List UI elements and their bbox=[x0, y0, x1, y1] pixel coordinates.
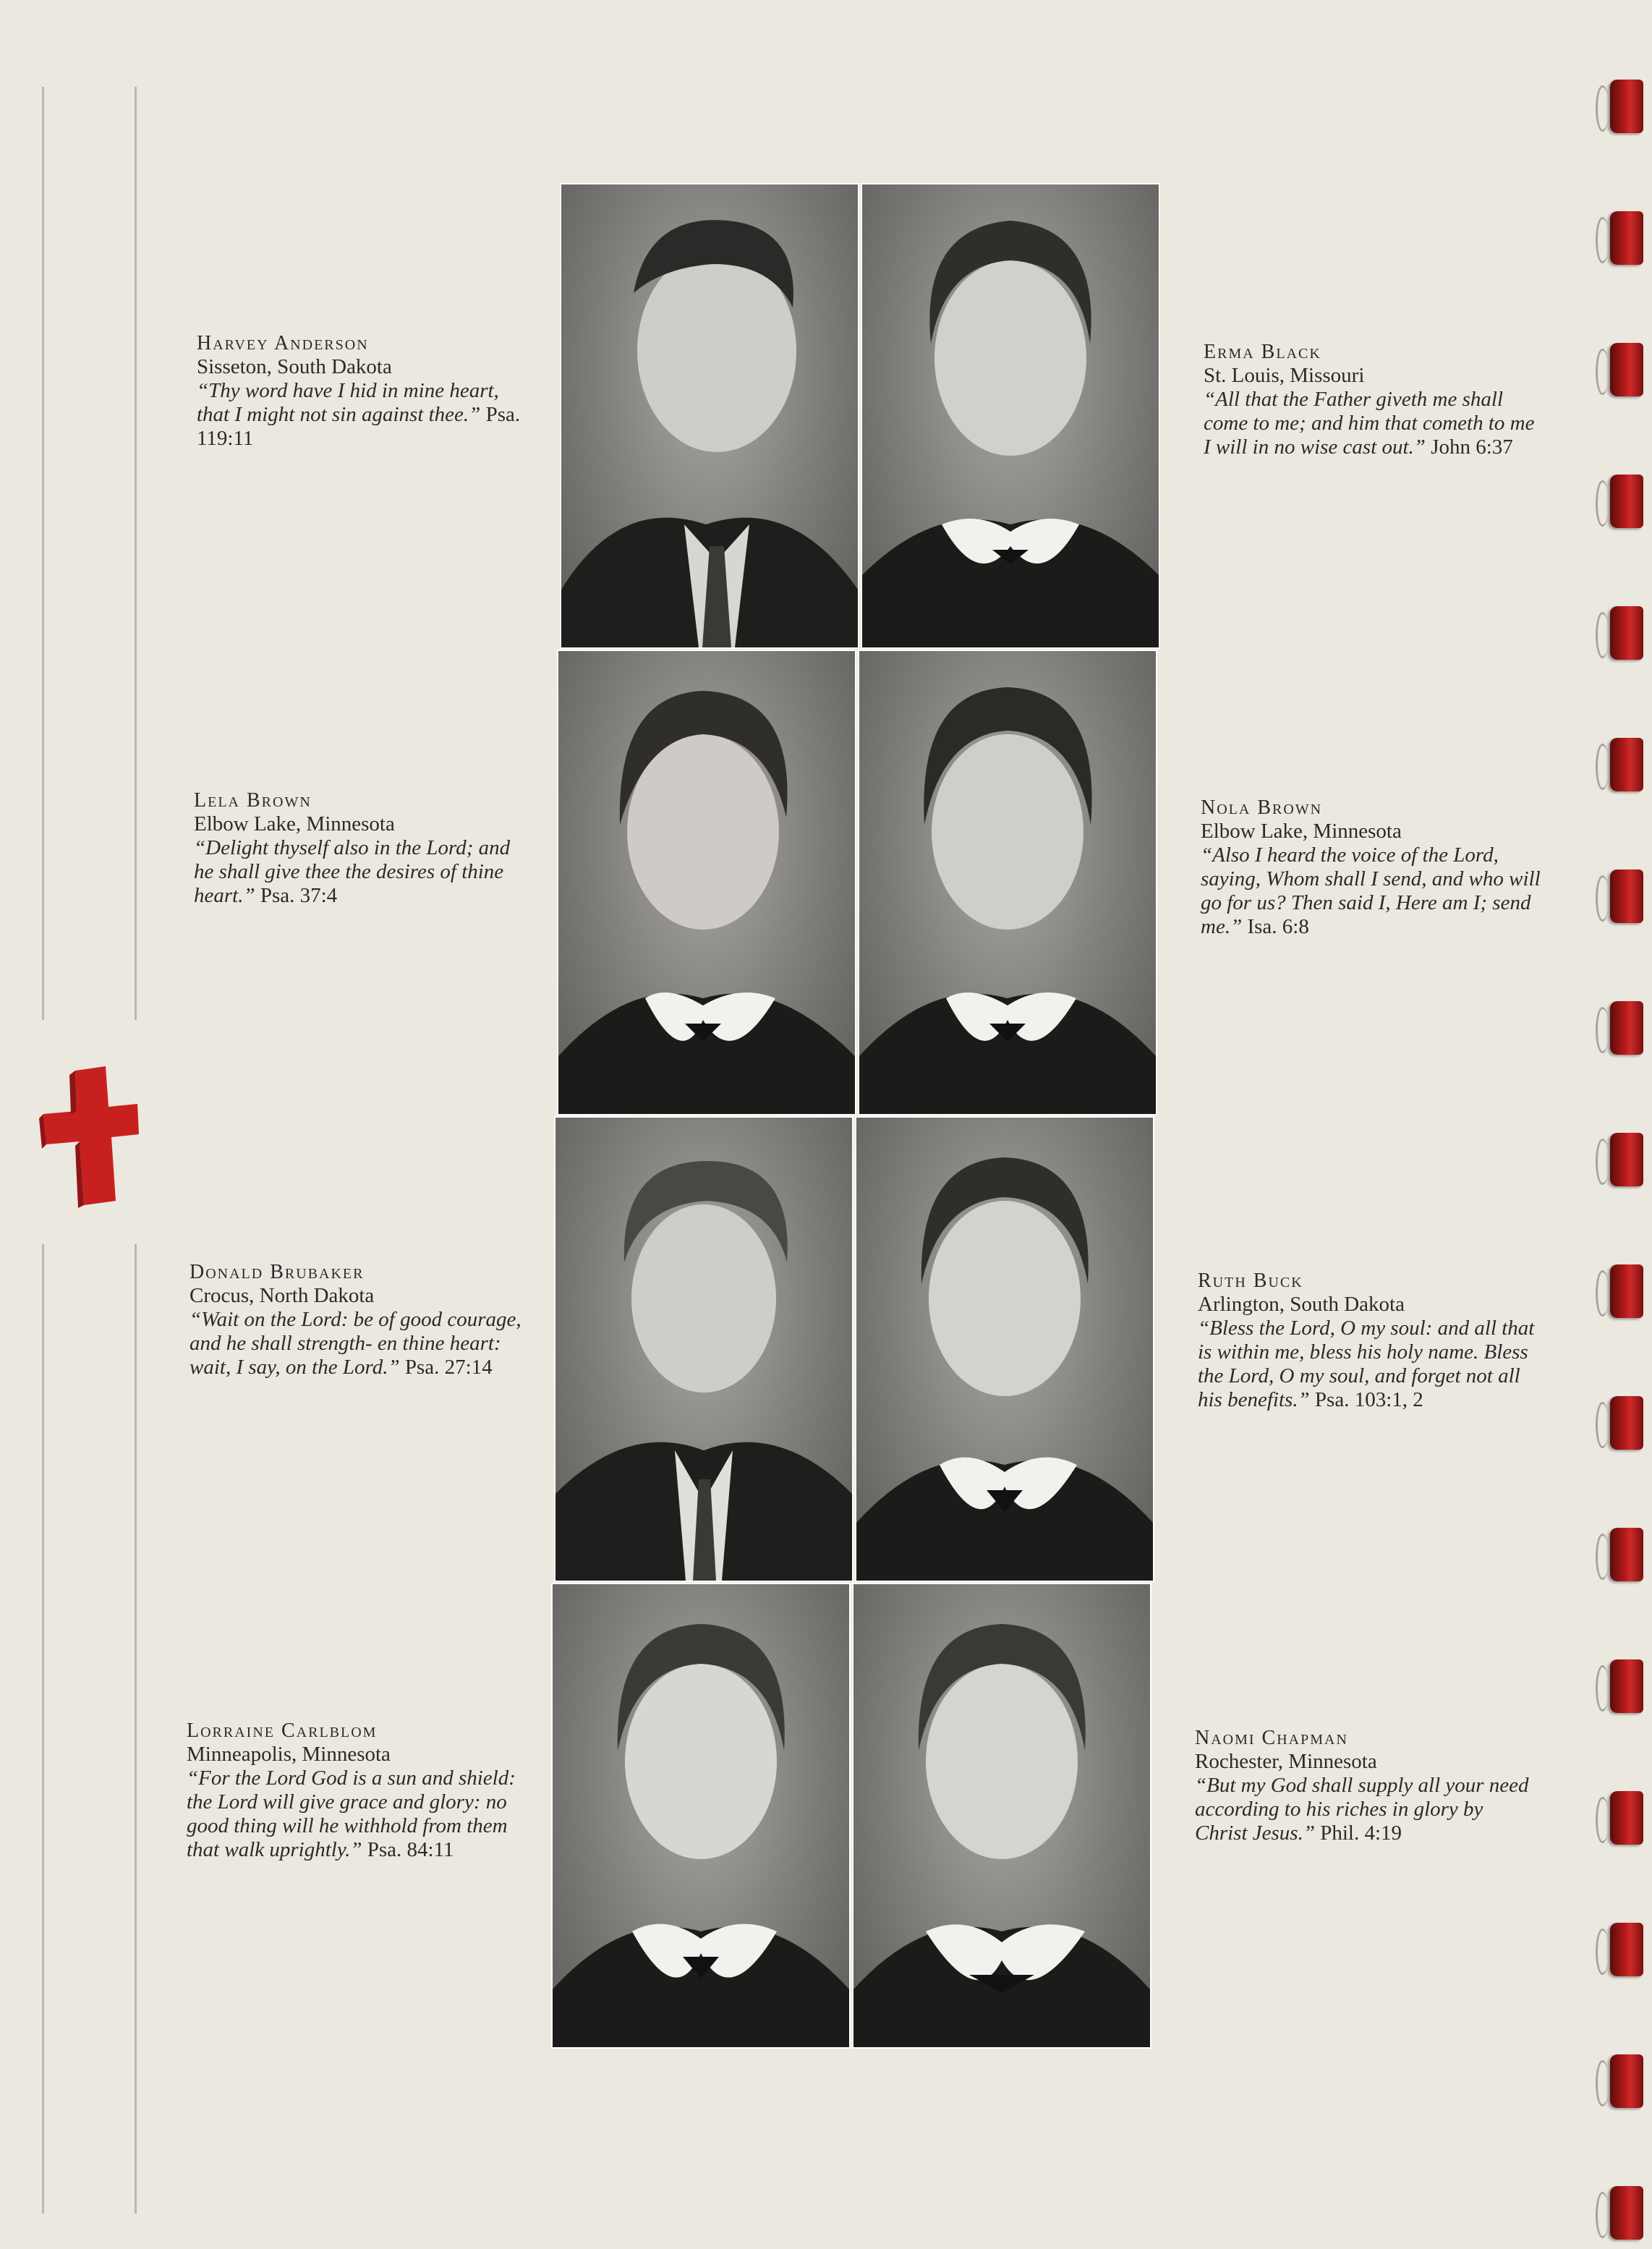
verse-reference: Phil. 4:19 bbox=[1320, 1821, 1402, 1845]
portrait-naomi-chapman bbox=[853, 1584, 1150, 2047]
student-hometown: Elbow Lake, Minnesota bbox=[194, 812, 395, 836]
binding-ring bbox=[1610, 343, 1643, 396]
student-entry-lela-brown bbox=[194, 788, 534, 908]
student-hometown: Sisseton, South Dakota bbox=[197, 355, 392, 378]
binding-ring bbox=[1610, 2054, 1643, 2108]
student-verse: “Bless the Lord, O my soul: and all that is within me, bless his holy name. Bless the Lord, O my soul, and forget not all his benefits.” bbox=[1198, 1317, 1535, 1411]
student-entry-ruth-buck bbox=[1198, 1269, 1538, 1412]
student-name: Erma Black bbox=[1204, 341, 1321, 363]
student-verse: “But my God shall supply all your need according to his riches in glory by Christ Jesus.” bbox=[1195, 1774, 1529, 1845]
student-verse: “For the Lord God is a sun and shield: the Lord will give grace and glory: no good thing will he withhold from them that walk uprightly.” bbox=[187, 1767, 516, 1861]
student-entry-lorraine-carlblom bbox=[187, 1719, 527, 1862]
verse-reference: Psa. 84:11 bbox=[367, 1838, 454, 1861]
student-entry-erma-black bbox=[1204, 340, 1544, 459]
student-hometown: Arlington, South Dakota bbox=[1198, 1293, 1405, 1316]
binding-ring bbox=[1610, 1659, 1643, 1713]
student-hometown: Crocus, North Dakota bbox=[190, 1284, 375, 1307]
portrait-erma-black bbox=[862, 184, 1159, 647]
portrait-donald-brubaker bbox=[555, 1118, 852, 1581]
binding-ring bbox=[1610, 211, 1643, 265]
student-hometown: Rochester, Minnesota bbox=[1195, 1750, 1377, 1773]
verse-reference: Psa. 103:1, 2 bbox=[1314, 1388, 1423, 1411]
verse-reference: John 6:37 bbox=[1431, 435, 1513, 459]
student-entry-harvey-anderson bbox=[197, 331, 537, 451]
binding-ring bbox=[1610, 1133, 1643, 1186]
binding-ring bbox=[1610, 606, 1643, 660]
binding-ring bbox=[1610, 80, 1643, 133]
red-cross-icon bbox=[33, 1063, 142, 1208]
verse-reference: Psa. 37:4 bbox=[260, 884, 338, 907]
left-rule-inner-bottom bbox=[135, 1244, 137, 2214]
binding-ring bbox=[1610, 870, 1643, 923]
student-name: Lorraine Carlblom bbox=[187, 1719, 378, 1742]
binding-ring bbox=[1610, 2186, 1643, 2240]
student-name: Ruth Buck bbox=[1198, 1270, 1303, 1292]
verse-reference: Psa. 27:14 bbox=[404, 1356, 493, 1379]
student-hometown: Elbow Lake, Minnesota bbox=[1201, 820, 1402, 843]
portrait-lorraine-carlblom bbox=[553, 1584, 849, 2047]
student-name: Donald Brubaker bbox=[190, 1261, 365, 1283]
binding-ring bbox=[1610, 1001, 1643, 1055]
spiral-binding bbox=[1594, 0, 1652, 2249]
student-verse: “Wait on the Lord: be of good courage, and he shall strength- en thine heart: wait, I say, on the Lord.” bbox=[190, 1308, 521, 1379]
binding-ring bbox=[1610, 1923, 1643, 1976]
portrait-harvey-anderson bbox=[561, 184, 858, 647]
student-entry-nola-brown bbox=[1201, 796, 1541, 939]
student-name: Lela Brown bbox=[194, 789, 312, 812]
student-entry-naomi-chapman bbox=[1195, 1726, 1535, 1845]
binding-ring bbox=[1610, 738, 1643, 791]
student-verse: “Delight thyself also in the Lord; and he shall give thee the desires of thine heart.” bbox=[194, 836, 511, 907]
student-hometown: Minneapolis, Minnesota bbox=[187, 1743, 391, 1766]
portrait-ruth-buck bbox=[856, 1118, 1153, 1581]
student-name: Naomi Chapman bbox=[1195, 1727, 1348, 1749]
verse-reference: Psa. 119:11 bbox=[197, 403, 521, 450]
binding-ring bbox=[1610, 1396, 1643, 1450]
student-name: Nola Brown bbox=[1201, 796, 1323, 819]
student-name: Harvey Anderson bbox=[197, 332, 369, 354]
binding-ring bbox=[1610, 1528, 1643, 1581]
left-rule-inner-top bbox=[135, 87, 137, 1020]
student-verse: “Thy word have I hid in mine heart, that I might not sin against thee.” bbox=[197, 379, 499, 426]
portrait-nola-brown bbox=[859, 651, 1156, 1114]
student-verse: “All that the Father giveth me shall come to me; and him that cometh to me I will in no wise cast out.” bbox=[1204, 388, 1535, 459]
binding-ring bbox=[1610, 1791, 1643, 1845]
student-entry-donald-brubaker bbox=[190, 1260, 529, 1379]
binding-ring bbox=[1610, 475, 1643, 528]
portrait-lela-brown bbox=[558, 651, 855, 1114]
student-hometown: St. Louis, Missouri bbox=[1204, 364, 1365, 387]
student-verse: “Also I heard the voice of the Lord, saying, Whom shall I send, and who will go for us? Then said I, Here am I; send me.” bbox=[1201, 843, 1541, 938]
left-rule-outer-bottom bbox=[42, 1244, 44, 2214]
left-rule-outer-top bbox=[42, 87, 44, 1020]
verse-reference: Isa. 6:8 bbox=[1247, 915, 1309, 938]
binding-ring bbox=[1610, 1264, 1643, 1318]
